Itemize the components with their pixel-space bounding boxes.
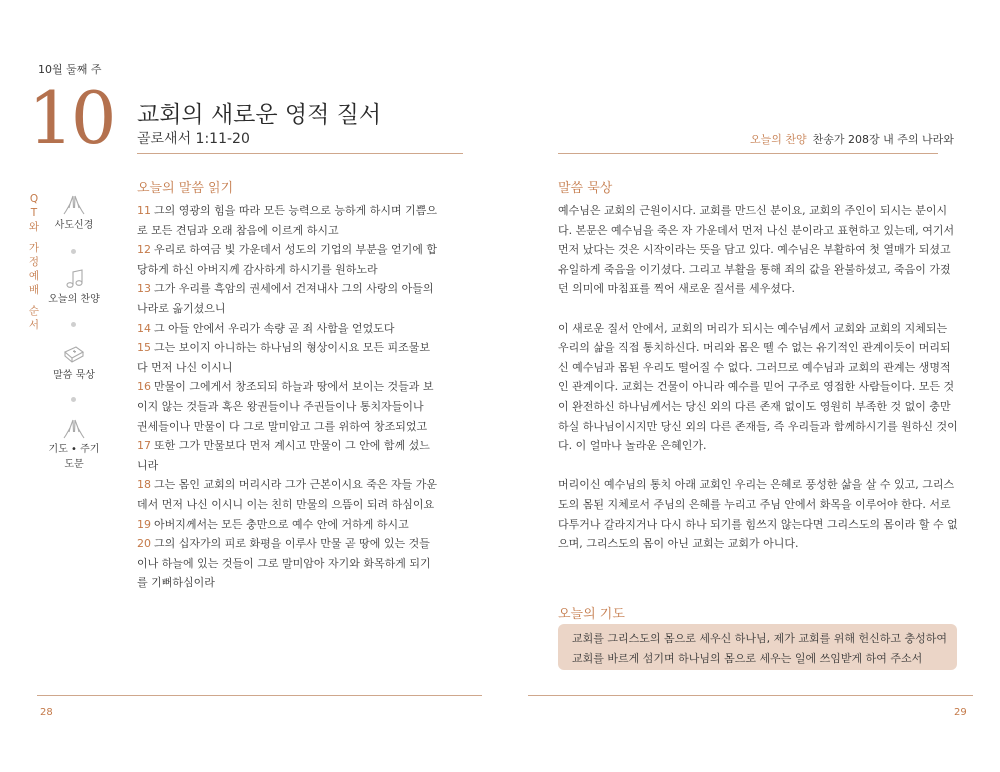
verse-number: 12 (137, 243, 151, 257)
scripture-passage (137, 201, 437, 593)
verse-text: 그의 십자가의 피로 화평을 이루사 만물 곧 땅에 있는 것들이나 하늘에 있는 것들이 그로 말미암아 자기와 화목하게 되기를 기뻐하심이라 (137, 537, 431, 590)
verse-number: 13 (137, 282, 151, 296)
bible-icon (44, 344, 104, 366)
sidebar-dot (71, 322, 76, 327)
vertical-char: T (30, 207, 38, 219)
verse (137, 436, 437, 475)
meditation-body (558, 201, 958, 573)
verse-text: 그의 영광의 힘을 따라 모든 능력으로 능하게 하시며 기쁨으로 모든 견딤과 오래 참음에 이르게 하시고 (137, 204, 437, 237)
verse-number: 16 (137, 380, 151, 394)
sidebar-item-label: 기도 • 주기도문 (48, 444, 100, 470)
prayer-line: 교회를 그리스도의 몸으로 세우신 하나님, 제가 교회를 위해 헌신하고 충성하여 (572, 632, 947, 645)
hymn-info (750, 131, 954, 147)
verse (137, 201, 437, 240)
verse-text: 그 아들 안에서 우리가 속량 곧 죄 사함을 얻었도다 (154, 321, 395, 335)
prayer-heading: 오늘의 기도 (558, 607, 625, 622)
footer-rule-left (37, 695, 482, 696)
sidebar-item-label: 오늘의 찬양 (48, 294, 100, 305)
sidebar-item-meditation (44, 344, 104, 381)
verse-number: 18 (137, 478, 151, 492)
footer-rule-right (528, 695, 973, 696)
music-note-icon (44, 268, 104, 290)
verse (137, 279, 437, 318)
vertical-gap (28, 234, 40, 241)
page-title: 교회의 새로운 영적 질서 (137, 102, 382, 128)
verse-text: 그는 몸인 교회의 머리시라 그가 근본이시요 죽은 자들 가운데서 먼저 나신 이시니 이는 친히 만물의 으뜸이 되려 하심이요 (137, 478, 437, 511)
meditation-paragraph: 이 새로운 질서 안에서, 교회의 머리가 되시는 예수님께서 교회와 교회의 지체되는 우리의 삶을 직접 통치하신다. 머리와 몸은 뗄 수 없는 유기적인 관계이듯이 머리되신 예수님과 몸된 우리도 떨어질 수 없다. 그러므로 예수님과 교회의 관계는 생명적인 관계이다. 교회는 건물이 아니라 예수를 믿어 구주로 영접한 사람들이다. 모든 것이 완전하신 하나님께서는 당신 외의 다른 존재 없이도 영원히 부족한 것 없이 충만하실 하나님이시지만 당신 외의 다른 존재들, 즉 우리들과 함께하시기를 원하신 것이다. 이 얼마나 놀라운 은혜인가. (558, 321, 958, 453)
sidebar-item-prayer (44, 418, 104, 470)
sidebar-item-label: 말씀 묵상 (53, 370, 95, 381)
vertical-char: 가 (28, 242, 40, 254)
verse (137, 240, 437, 279)
day-number: 10 (28, 76, 114, 160)
verse-text: 그가 우리를 흑암의 권세에서 건져내사 그의 사랑의 아들의 나라로 옮기셨으니 (137, 282, 434, 315)
sidebar-item-creed (44, 194, 104, 231)
verse (137, 475, 437, 514)
praying-hands-icon (44, 418, 104, 440)
meditation-heading: 말씀 묵상 (558, 181, 613, 196)
prayer-line: 교회를 바르게 섬기며 하나님의 몸으로 세우는 일에 쓰임받게 하여 주소서 (572, 652, 923, 665)
verse (137, 377, 437, 436)
vertical-char: 예 (28, 270, 40, 282)
vertical-char: 와 (28, 221, 40, 233)
sidebar-dot (71, 249, 76, 254)
verse-number: 14 (137, 321, 151, 335)
page-number-right: 29 (954, 707, 967, 718)
praying-hands-icon (44, 194, 104, 216)
vertical-label (28, 192, 40, 332)
vertical-char: 정 (28, 256, 40, 268)
verse-text: 아버지께서는 모든 충만으로 예수 안에 거하게 하시고 (154, 517, 409, 531)
sidebar-item-hymn (44, 268, 104, 305)
hymn-label: 오늘의 찬양 (750, 133, 807, 146)
week-label: 10월 둘째 주 (38, 63, 102, 76)
scripture-reference: 골로새서 1:11-20 (137, 131, 250, 147)
verse-number: 11 (137, 204, 151, 217)
meditation-paragraph: 머리이신 예수님의 통치 아래 교회인 우리는 은혜로 풍성한 삶을 살 수 있고, 그리스도의 몸된 지체로서 주님의 은혜를 누리고 주님 안에서 화목을 이루어야 한다. 서로 다투거나 갈라지거나 다시 하나 되기를 힘쓰지 않는다면 그리스도의 몸이라 할 수 없으며, 그리스도의 몸이 아닌 교회는 교회가 아니다. (558, 478, 958, 551)
verse-number: 20 (137, 537, 151, 551)
sidebar-dot (71, 397, 76, 402)
reading-heading: 오늘의 말씀 읽기 (137, 181, 234, 196)
page-number-left: 28 (40, 707, 53, 718)
vertical-char: 순 (28, 305, 40, 317)
verse-text: 또한 그가 만물보다 먼저 계시고 만물이 그 안에 함께 섰느니라 (137, 439, 430, 472)
verse (137, 319, 437, 339)
verse-text: 그는 보이지 아니하는 하나님의 형상이시요 모든 피조물보다 먼저 나신 이시니 (137, 341, 431, 374)
verse-number: 19 (137, 517, 151, 531)
verse-number: 17 (137, 439, 151, 453)
verse (137, 515, 437, 535)
verse (137, 338, 437, 377)
header-rule-right (558, 153, 938, 154)
prayer-box (558, 624, 957, 670)
hymn-text: 찬송가 208장 내 주의 나라와 (812, 133, 954, 146)
sidebar-item-label: 사도신경 (54, 220, 94, 231)
vertical-char: Q (29, 193, 39, 205)
verse-number: 15 (137, 341, 151, 355)
meditation-paragraph: 예수님은 교회의 근원이시다. 교회를 만드신 분이요, 교회의 주인이 되시는 분이시다. 본문은 예수님을 죽은 자 가운데서 먼저 나신 분이라고 표현하고 있는데, 여기서 먼저 났다는 것은 시작이라는 뜻을 담고 있다. 예수님은 부활하여 첫 열매가 되셨고 유일하게 죽음을 이기셨다. 그리고 부활을 통해 죄의 값을 완불하셨고, 죽음이 가졌던 의미에 마침표를 찍어 새로운 질서를 세우셨다. (558, 204, 955, 296)
vertical-gap (28, 297, 40, 304)
header-rule-left (137, 153, 463, 154)
vertical-char: 서 (28, 319, 40, 331)
verse-text: 우리로 하여금 빛 가운데서 성도의 기업의 부분을 얻기에 합당하게 하신 아버지께 감사하게 하시기를 원하노라 (137, 243, 437, 276)
verse-text: 만물이 그에게서 창조되되 하늘과 땅에서 보이는 것들과 보이지 않는 것들과 혹은 왕권들이나 주권들이나 통치자들이나 권세들이나 만물이 다 그로 말미암고 그를 위하여 창조되었고 (137, 380, 434, 433)
verse (137, 534, 437, 593)
vertical-char: 배 (28, 284, 40, 296)
